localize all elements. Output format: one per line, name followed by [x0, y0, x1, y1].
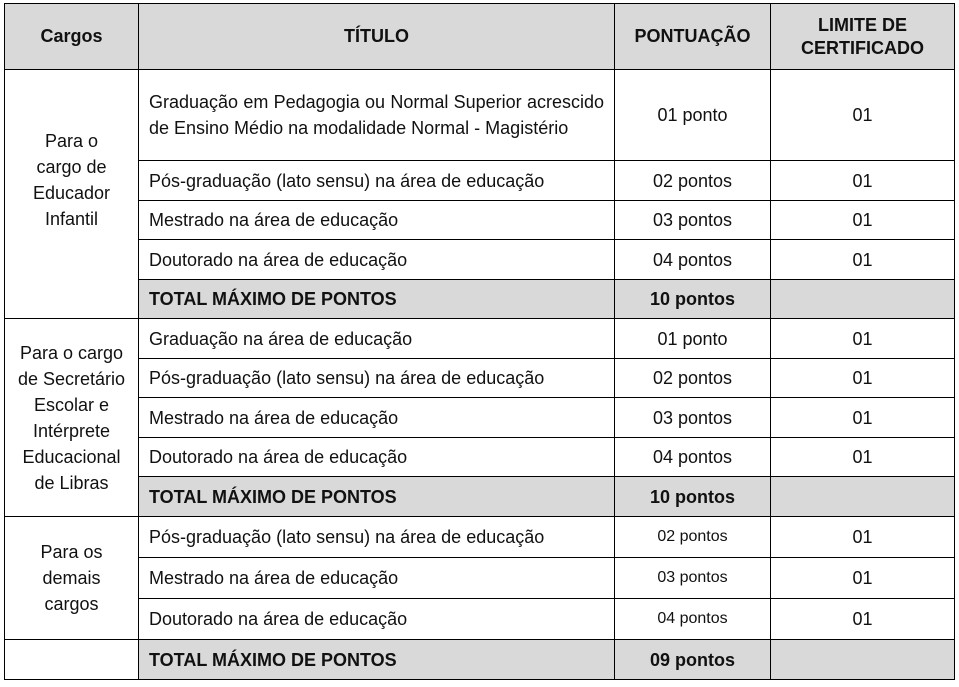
total-limite-empty — [771, 280, 955, 319]
titulo-cell: Doutorado na área de educação — [139, 599, 615, 640]
titulo-cell: Mestrado na área de educação — [139, 201, 615, 240]
limite-cell: 01 — [771, 599, 955, 640]
limite-cell: 01 — [771, 319, 955, 359]
titulo-cell: Graduação na área de educação — [139, 319, 615, 359]
titulo-cell: Graduação em Pedagogia ou Normal Superior acrescido de Ensino Médio na modalidade Normal - Magistério — [139, 70, 615, 161]
pontuacao-cell: 04 pontos — [615, 599, 771, 640]
total-limite-empty — [771, 477, 955, 517]
cargo-cell-secretario-interprete: Para o cargo de Secretário Escolar e Intérprete Educacional de Libras — [5, 319, 139, 517]
titulo-cell: Mestrado na área de educação — [139, 558, 615, 599]
total-row — [5, 280, 955, 319]
total-pontuacao: 09 pontos — [615, 640, 771, 680]
header-pontuacao: PONTUAÇÃO — [615, 4, 771, 70]
titulo-cell: Pós-graduação (lato sensu) na área de educação — [139, 517, 615, 558]
limite-cell: 01 — [771, 517, 955, 558]
limite-cell: 01 — [771, 240, 955, 280]
header-row — [5, 4, 955, 70]
table-row — [5, 161, 955, 201]
table-row — [5, 398, 955, 438]
table-row — [5, 201, 955, 240]
pontuacao-cell: 01 ponto — [615, 70, 771, 161]
table-row — [5, 240, 955, 280]
titulo-cell: Mestrado na área de educação — [139, 398, 615, 438]
limite-cell: 01 — [771, 70, 955, 161]
pontuacao-cell: 03 pontos — [615, 398, 771, 438]
pontuacao-cell: 04 pontos — [615, 438, 771, 477]
limite-cell: 01 — [771, 201, 955, 240]
table-row — [5, 359, 955, 398]
header-limite: LIMITE DE CERTIFICADO — [771, 4, 955, 70]
limite-cell: 01 — [771, 558, 955, 599]
total-pontuacao: 10 pontos — [615, 477, 771, 517]
pontuacao-table — [4, 3, 955, 680]
table-row — [5, 319, 955, 359]
table-row — [5, 558, 955, 599]
table-row — [5, 438, 955, 477]
total-pontuacao: 10 pontos — [615, 280, 771, 319]
total-label: TOTAL MÁXIMO DE PONTOS — [139, 477, 615, 517]
total-limite-empty — [771, 640, 955, 680]
pontuacao-cell: 02 pontos — [615, 161, 771, 201]
pontuacao-cell: 02 pontos — [615, 359, 771, 398]
limite-cell: 01 — [771, 438, 955, 477]
total-label: TOTAL MÁXIMO DE PONTOS — [139, 280, 615, 319]
total-row — [5, 477, 955, 517]
cargo-cell-educador-infantil: Para o cargo de Educador Infantil — [5, 70, 139, 319]
titulo-cell: Pós-graduação (lato sensu) na área de educação — [139, 161, 615, 201]
pontuacao-cell: 03 pontos — [615, 201, 771, 240]
limite-cell: 01 — [771, 161, 955, 201]
pontuacao-cell: 01 ponto — [615, 319, 771, 359]
pontuacao-cell: 04 pontos — [615, 240, 771, 280]
table-row — [5, 70, 955, 161]
cargo-cell-demais-cargos: Para os demais cargos — [5, 517, 139, 640]
titulo-cell: Pós-graduação (lato sensu) na área de educação — [139, 359, 615, 398]
header-titulo: TÍTULO — [139, 4, 615, 70]
table-row — [5, 517, 955, 558]
total-label: TOTAL MÁXIMO DE PONTOS — [139, 640, 615, 680]
header-cargos: Cargos — [5, 4, 139, 70]
limite-cell: 01 — [771, 359, 955, 398]
table-row — [5, 599, 955, 640]
pontuacao-cell: 03 pontos — [615, 558, 771, 599]
titulo-cell: Doutorado na área de educação — [139, 240, 615, 280]
cargo-empty-cell — [5, 640, 139, 680]
pontuacao-cell: 02 pontos — [615, 517, 771, 558]
limite-cell: 01 — [771, 398, 955, 438]
titulo-cell: Doutorado na área de educação — [139, 438, 615, 477]
total-row — [5, 640, 955, 680]
